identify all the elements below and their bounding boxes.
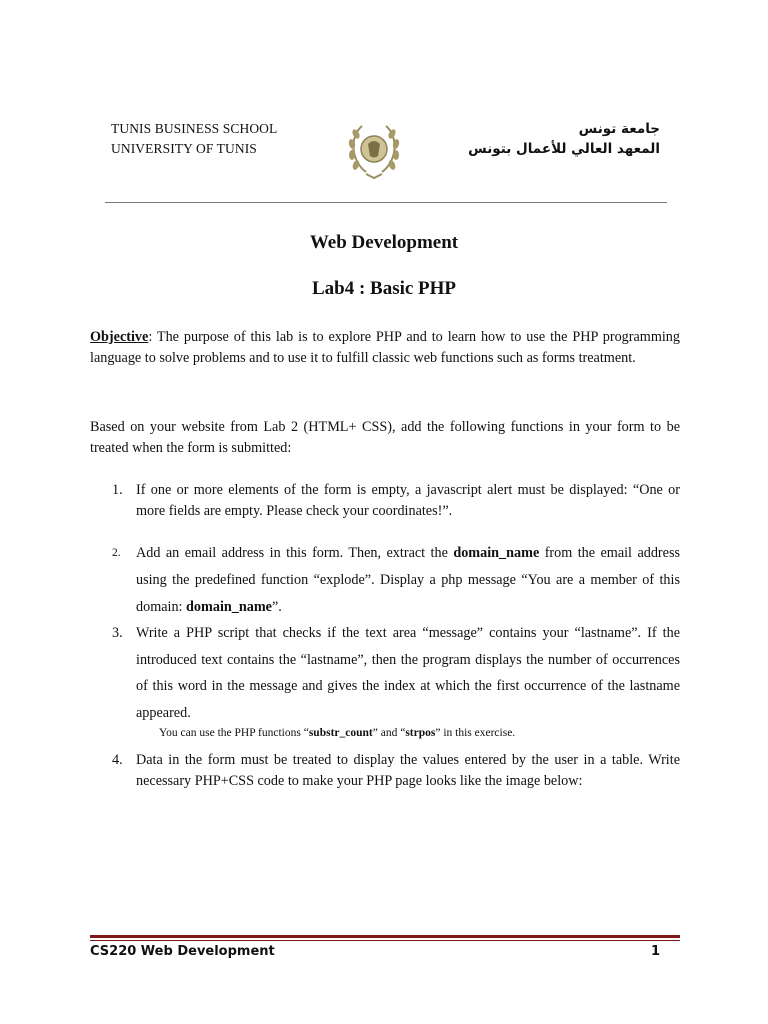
school-name: TUNIS BUSINESS SCHOOL [111,121,278,136]
footer-divider-thin [90,940,680,941]
text-run-bold: domain_name [453,545,540,561]
objective-label: Objective [90,329,149,345]
list-item-text [136,540,680,621]
list-number: 1. [112,482,123,498]
institution-name-ar [468,119,660,159]
header-divider [105,202,667,203]
text-run: from the email address using the predefined function “explode”. Display a php message “You are a member of this domain: [136,545,680,615]
page-number: 1 [650,944,660,959]
intro-paragraph: Based on your website from Lab 2 (HTML+ CSS), add the following functions in your form to be treated when the form is submitted: [90,419,680,456]
text-run: ”. [271,599,282,615]
footer-course: CS220 Web Development [90,944,275,959]
text-run-bold: strpos [405,727,436,739]
footer-divider [90,935,680,938]
list-number: 2. [112,547,121,559]
document-title: Web Development [309,232,459,253]
institution-name-en [111,119,277,159]
text-run-bold: domain_name [186,599,272,615]
list-item-text: Data in the form must be treated to display the values entered by the user in a table. Write necessary PHP+CSS code to make your PHP page looks like the image below: [136,752,680,789]
text-run: Add an email address in this form. Then, extract the [136,545,454,561]
list-number: 3. [112,625,123,641]
list-item-text: If one or more elements of the form is empty, a javascript alert must be displayed: “One or more fields are empty. Please check your coordinates!”. [136,482,680,519]
list-item-text: Write a PHP script that checks if the text area “message” contains your “lastname”. If the introduced text contains the “lastname”, then the program displays the number of occurrences of this word in the message and gives the index at which the first occurrence of the lastname appeared. [136,625,680,721]
hint-note [159,727,515,739]
university-name: UNIVERSITY OF TUNIS [111,141,257,156]
university-name-ar: جامعة تونس [578,121,660,137]
text-run: ” and “ [372,727,406,739]
university-emblem-icon [344,118,404,180]
objective-paragraph [90,327,680,369]
school-name-ar: المعهد العالي للأعمال بتونس [468,141,660,157]
text-run-bold: substr_count [308,727,373,739]
lab-title: Lab4 : Basic PHP [311,278,457,299]
objective-text: : The purpose of this lab is to explore PHP and to learn how to use the PHP programming language to solve problems and to use it to fulfill classic web functions such as forms treatment. [90,329,680,366]
text-run: You can use the PHP functions “ [159,727,309,739]
list-number: 4. [112,752,123,768]
text-run: ” in this exercise. [435,727,516,739]
